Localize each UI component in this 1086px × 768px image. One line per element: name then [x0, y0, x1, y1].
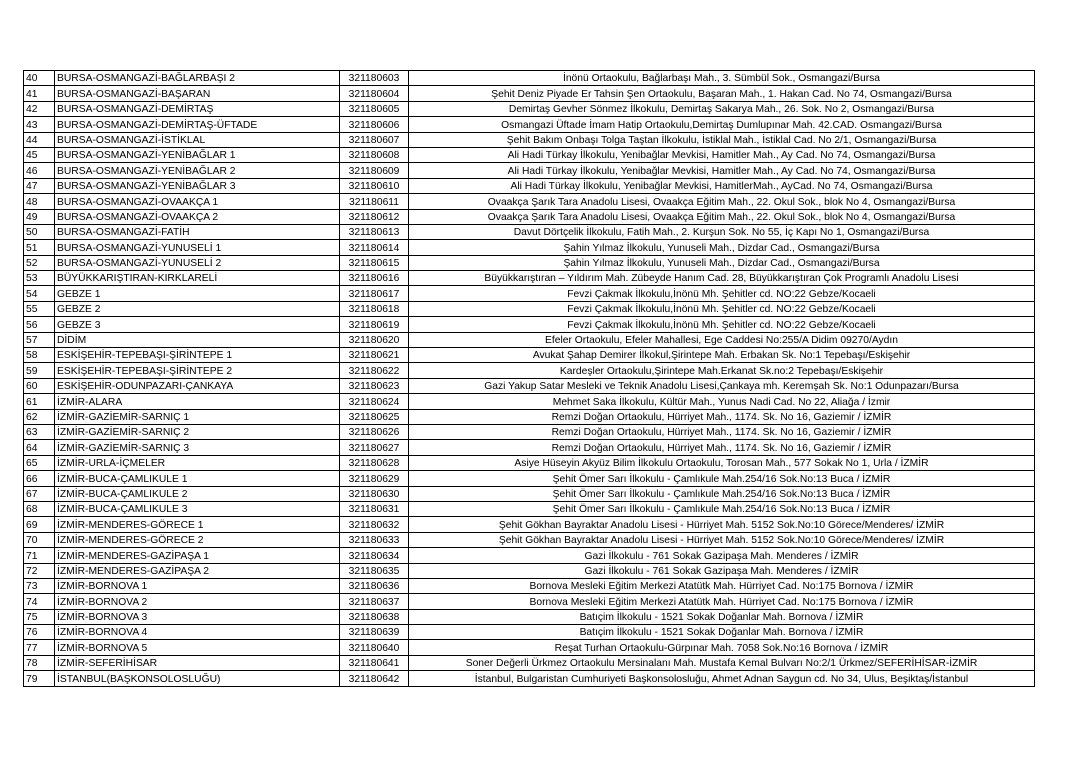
row-location-name: İZMİR-GAZİEMİR-SARNIÇ 1 [55, 409, 340, 424]
row-code: 321180612 [340, 209, 409, 224]
row-code: 321180619 [340, 317, 409, 332]
row-code: 321180631 [340, 501, 409, 516]
row-address: Şehit Ömer Sarı İlkokulu - Çamlıkule Mah.254/16 Sok.No:13 Buca / İZMİR [409, 501, 1035, 516]
row-code: 321180630 [340, 486, 409, 501]
table-row [24, 86, 1035, 101]
table-row [24, 209, 1035, 224]
row-number: 67 [24, 486, 55, 501]
row-code: 321180607 [340, 132, 409, 147]
row-location-name: İZMİR-BORNOVA 5 [55, 640, 340, 655]
row-code: 321180615 [340, 255, 409, 270]
row-code: 321180610 [340, 178, 409, 193]
row-location-name: GEBZE 1 [55, 286, 340, 301]
table-row [24, 409, 1035, 424]
table-row [24, 317, 1035, 332]
row-address: Gazi İlkokulu - 761 Sokak Gazipaşa Mah. Menderes / İZMİR [409, 563, 1035, 578]
table-row [24, 332, 1035, 347]
row-code: 321180633 [340, 532, 409, 547]
row-address: Davut Dörtçelik İlkokulu, Fatih Mah., 2. Kurşun Sok. No 55, İç Kapı No 1, Osmangazi/Bursa [409, 224, 1035, 239]
row-location-name: BURSA-OSMANGAZİ-YUNUSELİ 1 [55, 240, 340, 255]
row-location-name: İZMİR-BUCA-ÇAMLIKULE 1 [55, 471, 340, 486]
row-address: İnönü Ortaokulu, Bağlarbaşı Mah., 3. Sümbül Sok., Osmangazi/Bursa [409, 71, 1035, 86]
row-number: 79 [24, 671, 55, 686]
row-number: 63 [24, 424, 55, 439]
table-row [24, 101, 1035, 116]
row-number: 43 [24, 117, 55, 132]
row-code: 321180626 [340, 424, 409, 439]
table-row [24, 348, 1035, 363]
row-address: Şehit Gökhan Bayraktar Anadolu Lisesi - Hürriyet Mah. 5152 Sok.No:10 Görece/Menderes/ İZMİR [409, 532, 1035, 547]
row-address: Fevzi Çakmak İlkokulu,İnönü Mh. Şehitler cd. NO:22 Gebze/Kocaeli [409, 317, 1035, 332]
table-row [24, 640, 1035, 655]
row-number: 49 [24, 209, 55, 224]
row-code: 321180604 [340, 86, 409, 101]
row-address: Fevzi Çakmak İlkokulu,İnönü Mh. Şehitler cd. NO:22 Gebze/Kocaeli [409, 286, 1035, 301]
row-number: 54 [24, 286, 55, 301]
row-address: Mehmet Saka İlkokulu, Kültür Mah., Yunus Nadi Cad. No 22, Aliağa / İzmir [409, 394, 1035, 409]
row-address: Ali Hadi Türkay İlkokulu, Yenibağlar Mevkisi, Hamitler Mah., Ay Cad. No 74, Osmangazi/Bursa [409, 163, 1035, 178]
row-address: Remzi Doğan Ortaokulu, Hürriyet Mah., 1174. Sk. No 16, Gaziemir / İZMİR [409, 409, 1035, 424]
row-location-name: İZMİR-URLA-İÇMELER [55, 455, 340, 470]
row-number: 68 [24, 501, 55, 516]
row-location-name: ESKİŞEHİR-ODUNPAZARI-ÇANKAYA [55, 378, 340, 393]
table-row [24, 194, 1035, 209]
row-number: 78 [24, 655, 55, 670]
row-code: 321180628 [340, 455, 409, 470]
table-row [24, 455, 1035, 470]
row-address: Şehit Ömer Sarı İlkokulu - Çamlıkule Mah.254/16 Sok.No:13 Buca / İZMİR [409, 486, 1035, 501]
row-address: Ovaakça Şarık Tara Anadolu Lisesi, Ovaakça Eğitim Mah., 22. Okul Sok., blok No 4, Osmangazi/Bursa [409, 194, 1035, 209]
row-code: 321180620 [340, 332, 409, 347]
table-row [24, 363, 1035, 378]
table-row [24, 394, 1035, 409]
row-location-name: BURSA-OSMANGAZİ-DEMİRTAŞ-ÜFTADE [55, 117, 340, 132]
table-row [24, 378, 1035, 393]
row-code: 321180627 [340, 440, 409, 455]
row-number: 40 [24, 71, 55, 86]
table-row [24, 609, 1035, 624]
table-row [24, 255, 1035, 270]
row-number: 51 [24, 240, 55, 255]
table-row [24, 594, 1035, 609]
table-row [24, 578, 1035, 593]
row-location-name: İZMİR-MENDERES-GAZİPAŞA 2 [55, 563, 340, 578]
row-code: 321180623 [340, 378, 409, 393]
row-address: Bornova Mesleki Eğitim Merkezi Atatütk Mah. Hürriyet Cad. No:175 Bornova / İZMİR [409, 578, 1035, 593]
row-number: 57 [24, 332, 55, 347]
row-location-name: BURSA-OSMANGAZİ-BAĞLARBAŞI 2 [55, 71, 340, 86]
table-row [24, 132, 1035, 147]
table-row [24, 71, 1035, 86]
row-code: 321180641 [340, 655, 409, 670]
table-row [24, 501, 1035, 516]
row-location-name: BURSA-OSMANGAZİ-OVAAKÇA 1 [55, 194, 340, 209]
row-location-name: BURSA-OSMANGAZİ-YUNUSELİ 2 [55, 255, 340, 270]
row-number: 65 [24, 455, 55, 470]
row-address: Gazi Yakup Satar Mesleki ve Teknik Anadolu Lisesi,Çankaya mh. Keremşah Sk. No:1 Odunpazarı/Bursa [409, 378, 1035, 393]
row-address: Soner Değerli Ürkmez Ortaokulu Mersinalanı Mah. Mustafa Kemal Bulvarı No:2/1 Ürkmez/SEFERİHİSAR-İZMİR [409, 655, 1035, 670]
row-location-name: İZMİR-GAZİEMİR-SARNIÇ 2 [55, 424, 340, 439]
row-address: Osmangazi Üftade İmam Hatip Ortaokulu,Demirtaş Dumlupınar Mah. 42.CAD. Osmangazi/Bursa [409, 117, 1035, 132]
row-location-name: İZMİR-MENDERES-GAZİPAŞA 1 [55, 548, 340, 563]
table-row [24, 117, 1035, 132]
row-location-name: ESKİŞEHİR-TEPEBAŞI-ŞİRİNTEPE 2 [55, 363, 340, 378]
row-location-name: İZMİR-BORNOVA 1 [55, 578, 340, 593]
row-address: Şahin Yılmaz İlkokulu, Yunuseli Mah., Dizdar Cad., Osmangazi/Bursa [409, 255, 1035, 270]
row-address: Şehit Gökhan Bayraktar Anadolu Lisesi - Hürriyet Mah. 5152 Sok.No:10 Görece/Menderes/ İZMİR [409, 517, 1035, 532]
row-code: 321180636 [340, 578, 409, 593]
row-location-name: İZMİR-SEFERİHİSAR [55, 655, 340, 670]
row-number: 56 [24, 317, 55, 332]
row-code: 321180611 [340, 194, 409, 209]
row-location-name: İZMİR-BUCA-ÇAMLIKULE 3 [55, 501, 340, 516]
row-number: 70 [24, 532, 55, 547]
row-number: 76 [24, 625, 55, 640]
table-row [24, 532, 1035, 547]
row-address: Batıçim İlkokulu - 1521 Sokak Doğanlar Mah. Bornova / İZMİR [409, 609, 1035, 624]
table-row [24, 625, 1035, 640]
table-row [24, 424, 1035, 439]
row-location-name: BURSA-OSMANGAZİ-YENİBAĞLAR 2 [55, 163, 340, 178]
row-code: 321180640 [340, 640, 409, 655]
row-location-name: BÜYÜKKARIŞTIRAN-KIRKLARELİ [55, 271, 340, 286]
row-location-name: İZMİR-BORNOVA 2 [55, 594, 340, 609]
row-address: Şehit Bakım Onbaşı Tolga Taştan İlkokulu, İstiklal Mah., İstiklal Cad. No 2/1, Osmangazi/Bursa [409, 132, 1035, 147]
table-row [24, 548, 1035, 563]
row-number: 72 [24, 563, 55, 578]
row-address: Demirtaş Gevher Sönmez İlkokulu, Demirtaş Sakarya Mah., 26. Sok. No 2, Osmangazi/Bursa [409, 101, 1035, 116]
table-row [24, 563, 1035, 578]
row-address: Büyükkarıştıran – Yıldırım Mah. Zübeyde Hanım Cad. 28, Büyükkarıştıran Çok Programlı Anadolu Lisesi [409, 271, 1035, 286]
row-address: Remzi Doğan Ortaokulu, Hürriyet Mah., 1174. Sk. No 16, Gaziemir / İZMİR [409, 424, 1035, 439]
row-location-name: BURSA-OSMANGAZİ-YENİBAĞLAR 3 [55, 178, 340, 193]
table-row [24, 178, 1035, 193]
row-code: 321180625 [340, 409, 409, 424]
row-location-name: İZMİR-MENDERES-GÖRECE 2 [55, 532, 340, 547]
row-location-name: BURSA-OSMANGAZİ-BAŞARAN [55, 86, 340, 101]
row-address: Fevzi Çakmak İlkokulu,İnönü Mh. Şehitler cd. NO:22 Gebze/Kocaeli [409, 301, 1035, 316]
row-location-name: İZMİR-ALARA [55, 394, 340, 409]
row-address: Bornova Mesleki Eğitim Merkezi Atatütk Mah. Hürriyet Cad. No:175 Bornova / İZMİR [409, 594, 1035, 609]
row-code: 321180635 [340, 563, 409, 578]
table-row [24, 655, 1035, 670]
row-location-name: İZMİR-BUCA-ÇAMLIKULE 2 [55, 486, 340, 501]
row-code: 321180617 [340, 286, 409, 301]
row-number: 59 [24, 363, 55, 378]
table-row [24, 240, 1035, 255]
row-location-name: BURSA-OSMANGAZİ-YENİBAĞLAR 1 [55, 147, 340, 162]
row-address: İstanbul, Bulgaristan Cumhuriyeti Başkonsolosluğu, Ahmet Adnan Saygun cd. No 34, Ulus, Beşiktaş/İstanbul [409, 671, 1035, 686]
row-code: 321180614 [340, 240, 409, 255]
row-code: 321180621 [340, 348, 409, 363]
row-code: 321180634 [340, 548, 409, 563]
row-location-name: GEBZE 2 [55, 301, 340, 316]
table-row [24, 271, 1035, 286]
row-location-name: ESKİŞEHİR-TEPEBAŞI-ŞİRİNTEPE 1 [55, 348, 340, 363]
row-code: 321180639 [340, 625, 409, 640]
row-location-name: İZMİR-GAZİEMİR-SARNIÇ 3 [55, 440, 340, 455]
table-row [24, 163, 1035, 178]
row-number: 52 [24, 255, 55, 270]
row-number: 42 [24, 101, 55, 116]
row-code: 321180637 [340, 594, 409, 609]
row-address: Avukat Şahap Demirer İlkokul,Şirintepe Mah. Erbakan Sk. No:1 Tepebaşı/Eskişehir [409, 348, 1035, 363]
row-location-name: İZMİR-MENDERES-GÖRECE 1 [55, 517, 340, 532]
row-code: 321180613 [340, 224, 409, 239]
row-number: 48 [24, 194, 55, 209]
row-address: Asiye Hüseyin Akyüz Bilim İlkokulu Ortaokulu, Torosan Mah., 577 Sokak No 1, Urla / İZMİR [409, 455, 1035, 470]
table-row [24, 440, 1035, 455]
row-location-name: BURSA-OSMANGAZİ-İSTİKLAL [55, 132, 340, 147]
row-code: 321180624 [340, 394, 409, 409]
row-location-name: İZMİR-BORNOVA 4 [55, 625, 340, 640]
row-number: 41 [24, 86, 55, 101]
row-address: Reşat Turhan Ortaokulu-Gürpınar Mah. 7058 Sok.No:16 Bornova / İZMİR [409, 640, 1035, 655]
polling-stations-table [23, 70, 1035, 687]
row-address: Kardeşler Ortaokulu,Şirintepe Mah.Erkanat Sk.no:2 Tepebaşı/Eskişehir [409, 363, 1035, 378]
row-address: Remzi Doğan Ortaokulu, Hürriyet Mah., 1174. Sk. No 16, Gaziemir / İZMİR [409, 440, 1035, 455]
row-code: 321180616 [340, 271, 409, 286]
row-number: 73 [24, 578, 55, 593]
row-code: 321180609 [340, 163, 409, 178]
row-code: 321180606 [340, 117, 409, 132]
table-row [24, 301, 1035, 316]
row-number: 55 [24, 301, 55, 316]
row-code: 321180638 [340, 609, 409, 624]
table-row [24, 486, 1035, 501]
row-address: Efeler Ortaokulu, Efeler Mahallesi, Ege Caddesi No:255/A Didim 09270/Aydın [409, 332, 1035, 347]
row-number: 74 [24, 594, 55, 609]
row-code: 321180608 [340, 147, 409, 162]
table-row [24, 471, 1035, 486]
table-row [24, 147, 1035, 162]
table-row [24, 517, 1035, 532]
row-number: 62 [24, 409, 55, 424]
table-row [24, 286, 1035, 301]
row-code: 321180642 [340, 671, 409, 686]
row-number: 75 [24, 609, 55, 624]
row-number: 50 [24, 224, 55, 239]
row-number: 44 [24, 132, 55, 147]
row-number: 66 [24, 471, 55, 486]
row-address: Ali Hadi Türkay İlkokulu, Yenibağlar Mevkisi, HamitlerMah., AyCad. No 74, Osmangazi/Bursa [409, 178, 1035, 193]
row-address: Ovaakça Şarık Tara Anadolu Lisesi, Ovaakça Eğitim Mah., 22. Okul Sok., blok No 4, Osmangazi/Bursa [409, 209, 1035, 224]
row-location-name: İZMİR-BORNOVA 3 [55, 609, 340, 624]
row-location-name: BURSA-OSMANGAZİ-OVAAKÇA 2 [55, 209, 340, 224]
row-location-name: BURSA-OSMANGAZİ-DEMİRTAŞ [55, 101, 340, 116]
row-number: 64 [24, 440, 55, 455]
row-code: 321180622 [340, 363, 409, 378]
row-number: 71 [24, 548, 55, 563]
row-address: Ali Hadi Türkay İlkokulu, Yenibağlar Mevkisi, Hamitler Mah., Ay Cad. No 74, Osmangazi/Bursa [409, 147, 1035, 162]
table-row [24, 671, 1035, 686]
row-address: Batıçim İlkokulu - 1521 Sokak Doğanlar Mah. Bornova / İZMİR [409, 625, 1035, 640]
row-address: Şehit Ömer Sarı İlkokulu - Çamlıkule Mah.254/16 Sok.No:13 Buca / İZMİR [409, 471, 1035, 486]
row-number: 60 [24, 378, 55, 393]
polling-stations-sheet [23, 70, 1072, 687]
row-address: Şahin Yılmaz İlkokulu, Yunuseli Mah., Dizdar Cad., Osmangazi/Bursa [409, 240, 1035, 255]
row-number: 47 [24, 178, 55, 193]
row-code: 321180603 [340, 71, 409, 86]
row-number: 61 [24, 394, 55, 409]
row-number: 69 [24, 517, 55, 532]
row-location-name: İSTANBUL(BAŞKONSOLOSLUĞU) [55, 671, 340, 686]
row-code: 321180632 [340, 517, 409, 532]
row-location-name: BURSA-OSMANGAZİ-FATİH [55, 224, 340, 239]
row-code: 321180629 [340, 471, 409, 486]
table-body [24, 71, 1035, 687]
row-location-name: DİDİM [55, 332, 340, 347]
row-number: 77 [24, 640, 55, 655]
row-number: 45 [24, 147, 55, 162]
row-address: Gazi İlkokulu - 761 Sokak Gazipaşa Mah. Menderes / İZMİR [409, 548, 1035, 563]
row-number: 53 [24, 271, 55, 286]
row-address: Şehit Deniz Piyade Er Tahsin Şen Ortaokulu, Başaran Mah., 1. Hakan Cad. No 74, Osmangazi/Bursa [409, 86, 1035, 101]
row-code: 321180618 [340, 301, 409, 316]
table-row [24, 224, 1035, 239]
row-number: 46 [24, 163, 55, 178]
row-location-name: GEBZE 3 [55, 317, 340, 332]
row-code: 321180605 [340, 101, 409, 116]
row-number: 58 [24, 348, 55, 363]
